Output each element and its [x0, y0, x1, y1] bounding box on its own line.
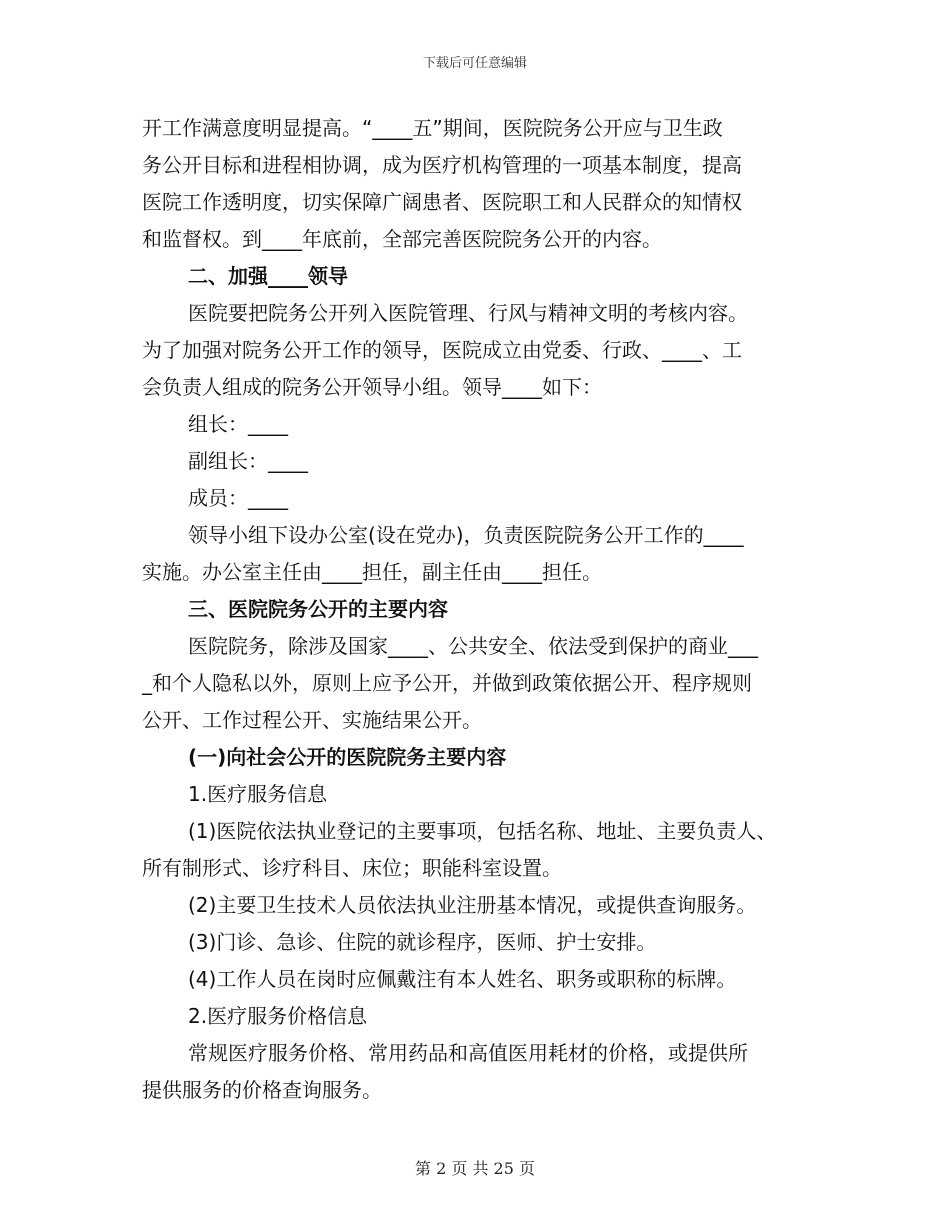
text-line: 成员：____ [188, 486, 288, 510]
page-header: 下载后可任意编辑 [422, 56, 527, 71]
section-heading: 二、加强____领导 [188, 264, 348, 288]
text-line: (4)工作人员在岗时应佩戴注有本人姓名、职务或职称的标牌。 [188, 967, 737, 991]
text-line: 为了加强对院务公开工作的领导，医院成立由党委、行政、____、工 [142, 338, 742, 362]
text-line: 领导小组下设办公室(设在党办)，负责医院院务公开工作的____ [188, 523, 744, 547]
text-line: 医院要把院务公开列入医院管理、行风与精神文明的考核内容。 [188, 301, 748, 325]
text-line: 医院院务，除涉及国家____、公共安全、依法受到保护的商业___ [188, 634, 758, 658]
text-line: 副组长：____ [188, 449, 308, 473]
text-line: 医院工作透明度，切实保障广阔患者、医院职工和人民群众的知情权 [142, 190, 742, 214]
section-heading: 三、医院院务公开的主要内容 [188, 597, 448, 621]
text-line: (1)医院依法执业登记的主要事项，包括名称、地址、主要负责人、 [188, 819, 777, 843]
text-line: 组长：____ [188, 412, 288, 436]
text-line: _和个人隐私以外，原则上应予公开，并做到政策依据公开、程序规则 [142, 671, 752, 695]
text-line: 公开、工作过程公开、实施结果公开。 [142, 708, 482, 732]
text-line: (3)门诊、急诊、住院的就诊程序，医师、护士安排。 [188, 930, 657, 954]
text-line: 所有制形式、诊疗科目、床位；职能科室设置。 [142, 856, 562, 880]
text-line: 务公开目标和进程相协调，成为医疗机构管理的一项基本制度，提高 [142, 153, 742, 177]
text-line: 1.医疗服务信息 [188, 782, 328, 806]
text-line: 开工作满意度明显提高。“____五”期间，医院院务公开应与卫生政 [142, 116, 723, 140]
text-line: 2.医疗服务价格信息 [188, 1004, 368, 1028]
text-line: 会负责人组成的院务公开领导小组。领导____如下： [142, 375, 602, 399]
text-line: 和监督权。到____年底前，全部完善医院院务公开的内容。 [142, 227, 662, 251]
text-line: 实施。办公室主任由____担任，副主任由____担任。 [142, 560, 602, 584]
page-footer: 第 2 页 共 25 页 [415, 1159, 535, 1178]
section-heading: (一)向社会公开的医院院务主要内容 [188, 745, 507, 769]
text-line: 提供服务的价格查询服务。 [142, 1078, 382, 1102]
text-line: 常规医疗服务价格、常用药品和高值医用耗材的价格，或提供所 [188, 1041, 748, 1065]
document-body [142, 110, 812, 1109]
text-line: (2)主要卫生技术人员依法执业注册基本情况，或提供查询服务。 [188, 893, 757, 917]
